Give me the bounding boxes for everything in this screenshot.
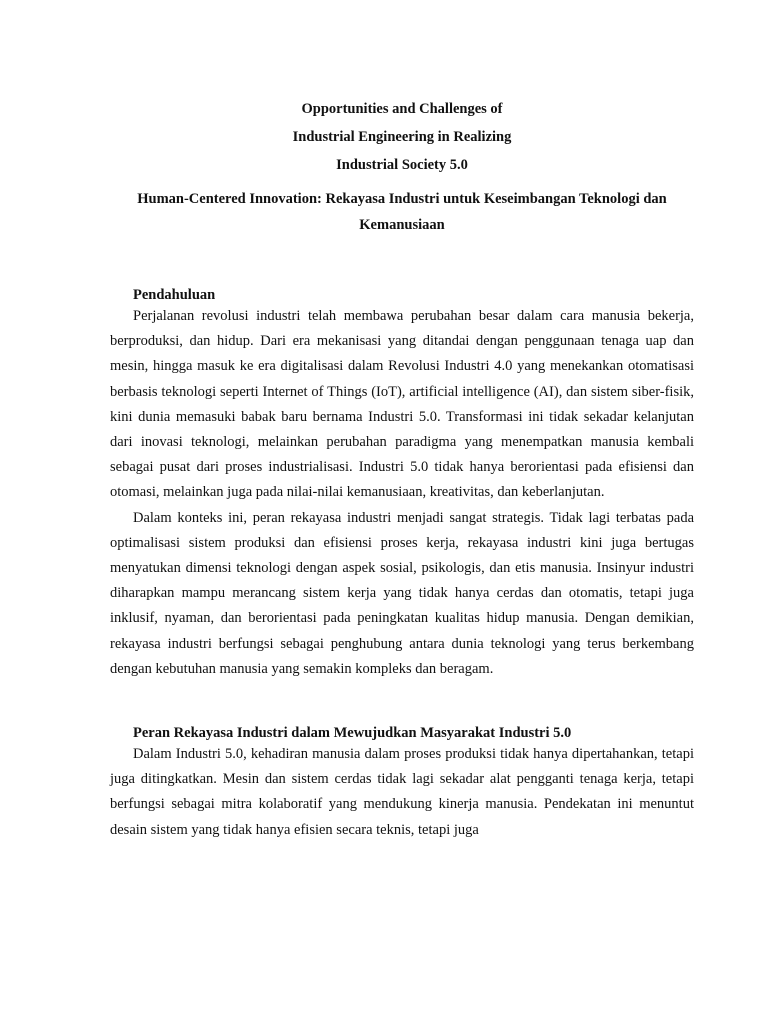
- section-heading-pendahuluan: Pendahuluan: [133, 287, 216, 303]
- document-page: [110, 100, 694, 843]
- paragraph: Perjalanan revolusi industri telah membawa perubahan besar dalam cara manusia bekerja, berproduksi, dan hidup. Dari era mekanisasi yang ditandai dengan penggunaan tenaga uap dan mesin, hingga masuk ke era digitalisasi dalam Revolusi Industri 4.0 yang menekankan otomatisasi berbasis teknologi seperti Internet of Things (IoT), artificial intelligence (AI), dan sistem siber-fisik, kini dunia memasuki babak baru bernama Industri 5.0. Transformasi ini tidak sekadar kelanjutan dari inovasi teknologi, melainkan perubahan paradigma yang menempatkan manusia kembali sebagai pusat dari proses industrialisasi. Industri 5.0 tidak hanya berorientasi pada efisiensi dan otomasi, melainkan juga pada nilai-nilai kemanusiaan, kreativitas, dan keberlanjutan.: [110, 308, 694, 501]
- section-heading-peran: Peran Rekayasa Industri dalam Mewujudkan Masyarakat Industri 5.0: [133, 725, 572, 742]
- title-line-1: Opportunities and Challenges of: [301, 101, 503, 117]
- title-line-2: Industrial Engineering in Realizing: [292, 129, 512, 145]
- document-title: [110, 100, 694, 174]
- title-line-3: Industrial Society 5.0: [336, 157, 468, 173]
- paragraph: Dalam Industri 5.0, kehadiran manusia dalam proses produksi tidak hanya dipertahankan, tetapi juga ditingkatkan. Mesin dan sistem cerdas tidak lagi sekadar alat pengganti tenaga kerja, tetapi berfungsi sebagai mitra kolaboratif yang mendukung kinerja manusia. Pendekatan ini menuntut desain sistem yang tidak hanya efisien secara teknis, tetapi juga: [110, 746, 694, 838]
- document-subtitle: Human-Centered Innovation: Rekayasa Industri untuk Keseimbangan Teknologi dan Kemanusiaan: [137, 191, 667, 233]
- paragraph: Dalam konteks ini, peran rekayasa industri menjadi sangat strategis. Tidak lagi terbatas pada optimalisasi sistem produksi dan efisiensi proses kerja, rekayasa industri kini juga bertugas menyatukan dimensi teknologi dengan aspek sosial, psikologis, dan etis manusia. Insinyur industri diharapkan mampu merancang sistem kerja yang tidak hanya cerdas dan otomatis, tetapi juga inklusif, nyaman, dan berorientasi pada peningkatan kualitas hidup manusia. Dengan demikian, rekayasa industri berfungsi sebagai penghubung antara dunia teknologi yang terus berkembang dengan kebutuhan manusia yang semakin kompleks dan beragam.: [110, 509, 694, 677]
